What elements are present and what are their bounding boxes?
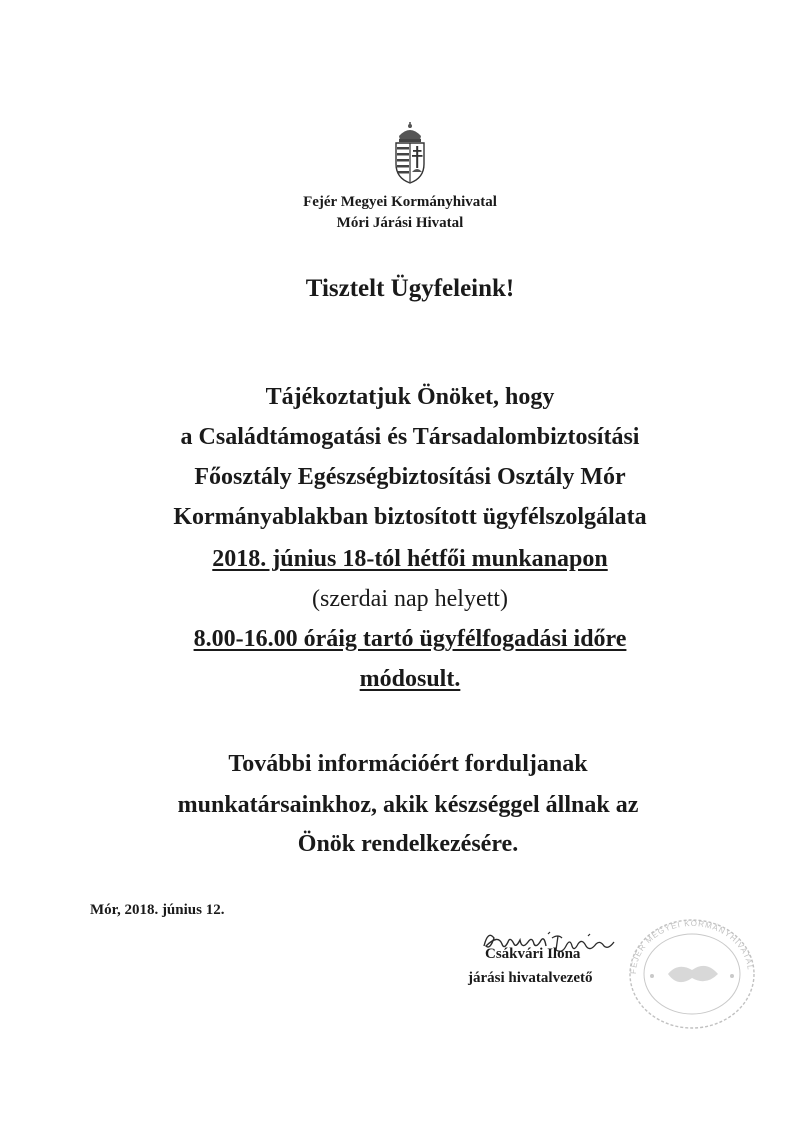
svg-text:FEJÉR MEGYEI KORMÁNYHIVATAL bbox=[629, 919, 755, 974]
org-name-district-office: Móri Járási Hivatal bbox=[336, 215, 464, 231]
notice-line-1: Tájékoztatjuk Önöket, hogy bbox=[265, 384, 555, 410]
info-line-1: További információért forduljanak bbox=[228, 751, 588, 777]
stamp-text: FEJÉR MEGYEI KORMÁNYHIVATAL bbox=[628, 918, 755, 975]
notice-hours-text: 8.00-16.00 óráig tartó ügyfélfogadási időre bbox=[193, 626, 627, 652]
notice-line-6: (szerdai nap helyett) bbox=[312, 586, 508, 612]
info-line-3: Önök rendelkezésére. bbox=[297, 831, 519, 857]
official-stamp-icon bbox=[622, 914, 762, 1034]
signer-name: Csákvári Ilona bbox=[485, 946, 581, 962]
hungarian-coat-of-arms-icon bbox=[393, 122, 427, 184]
info-line-2: munkatársainkhoz, akik készséggel állnak az bbox=[177, 792, 639, 818]
notice-date-text: 2018. június 18-tól hétfői munkanapon bbox=[212, 546, 608, 572]
signer-title: járási hivatalvezető bbox=[468, 970, 593, 986]
notice-hours-line bbox=[10, 624, 800, 654]
notice-date-line bbox=[10, 544, 800, 574]
notice-line-2: a Családtámogatási és Társadalombiztosítási bbox=[180, 424, 640, 450]
notice-modified-text: módosult. bbox=[359, 666, 461, 692]
notice-line-3: Főosztály Egészségbiztosítási Osztály Mór bbox=[194, 464, 626, 490]
notice-line-4: Kormányablakban biztosított ügyfélszolgálata bbox=[173, 504, 647, 530]
salutation-heading: Tisztelt Ügyfeleink! bbox=[305, 275, 515, 302]
org-name-county-office: Fejér Megyei Kormányhivatal bbox=[303, 194, 497, 210]
notice-modified-line bbox=[10, 664, 800, 694]
document-date: Mór, 2018. június 12. bbox=[90, 902, 225, 918]
